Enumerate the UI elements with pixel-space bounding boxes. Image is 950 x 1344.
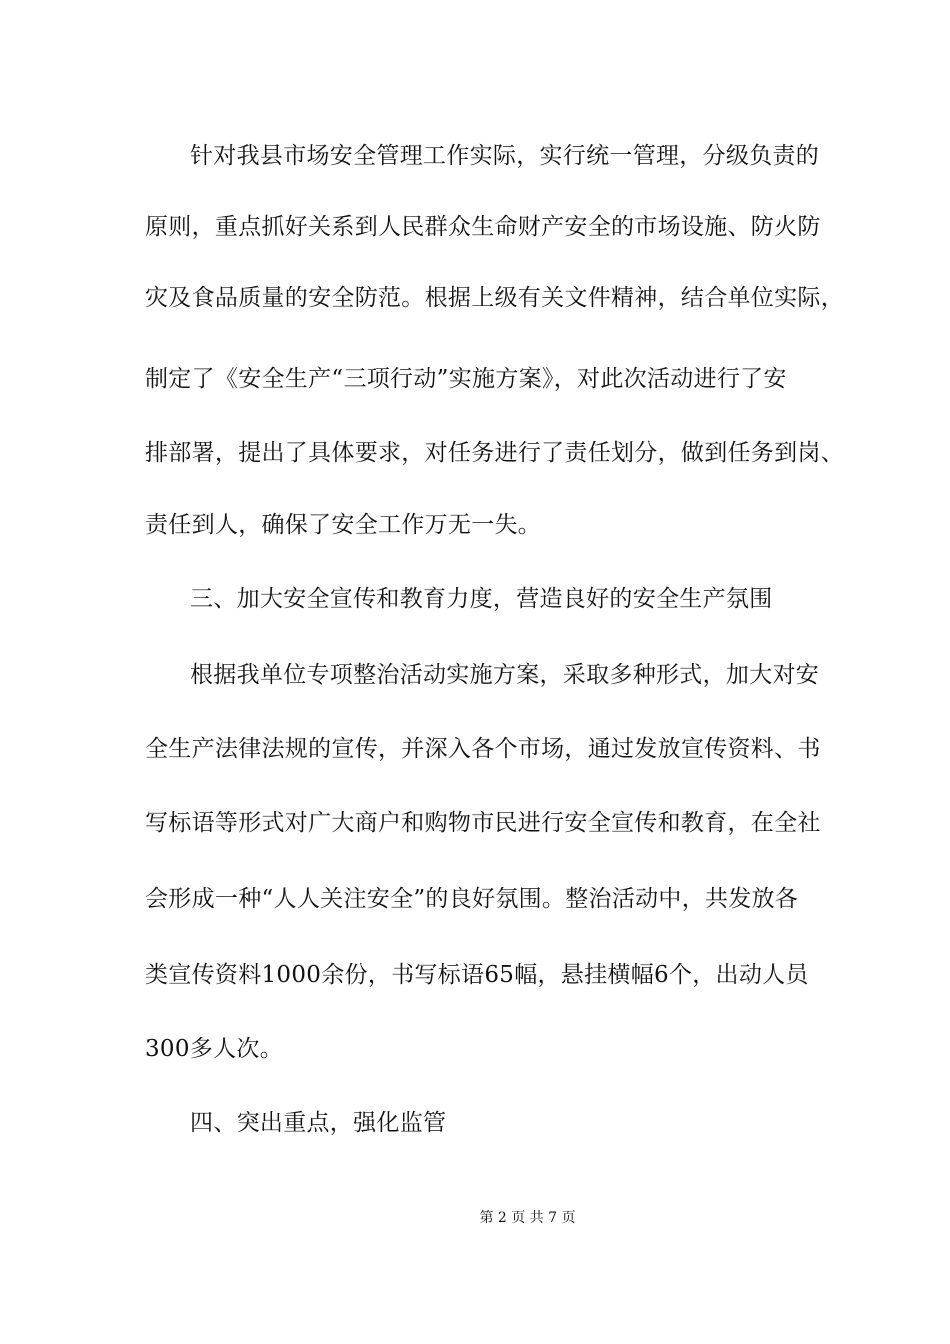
paragraph-line: 根据我单位专项整治活动实施方案，采取多种形式，加大对安 — [190, 662, 820, 688]
section-heading: 三、加大安全宣传和教育力度，营造良好的安全生产氛围 — [190, 586, 773, 612]
paragraph-line: 会形成一种“人人关注安全”的良好氛围。整治活动中，共发放各 — [145, 886, 799, 912]
paragraph-line: 写标语等形式对广大商户和购物市民进行安全宣传和教育，在全社 — [145, 810, 821, 836]
paragraph-line: 针对我县市场安全管理工作实际，实行统一管理，分级负责的 — [190, 143, 820, 169]
paragraph-line: 类宣传资料1000余份，书写标语65幅，悬挂横幅6个，出动人员 — [145, 962, 809, 988]
paragraph-line: 制定了《安全生产“三项行动”实施方案》，对此次活动进行了安 — [145, 366, 787, 392]
paragraph-line: 责任到人，确保了安全工作万无一失。 — [145, 512, 542, 538]
paragraph-line: 排部署，提出了具体要求，对任务进行了责任划分，做到任务到岗、 — [145, 440, 844, 466]
paragraph-line: 300多人次。 — [145, 1036, 283, 1062]
paragraph-line: 灾及食品质量的安全防范。根据上级有关文件精神，结合单位实际， — [145, 285, 844, 311]
paragraph-line: 全生产法律法规的宣传，并深入各个市场，通过发放宣传资料、书 — [145, 736, 821, 762]
section-heading: 四、突出重点，强化监管 — [190, 1110, 447, 1136]
paragraph-line: 原则，重点抓好关系到人民群众生命财产安全的市场设施、防火防 — [145, 214, 821, 240]
page-number-footer: 第 2 页 共 7 页 — [479, 1210, 576, 1226]
